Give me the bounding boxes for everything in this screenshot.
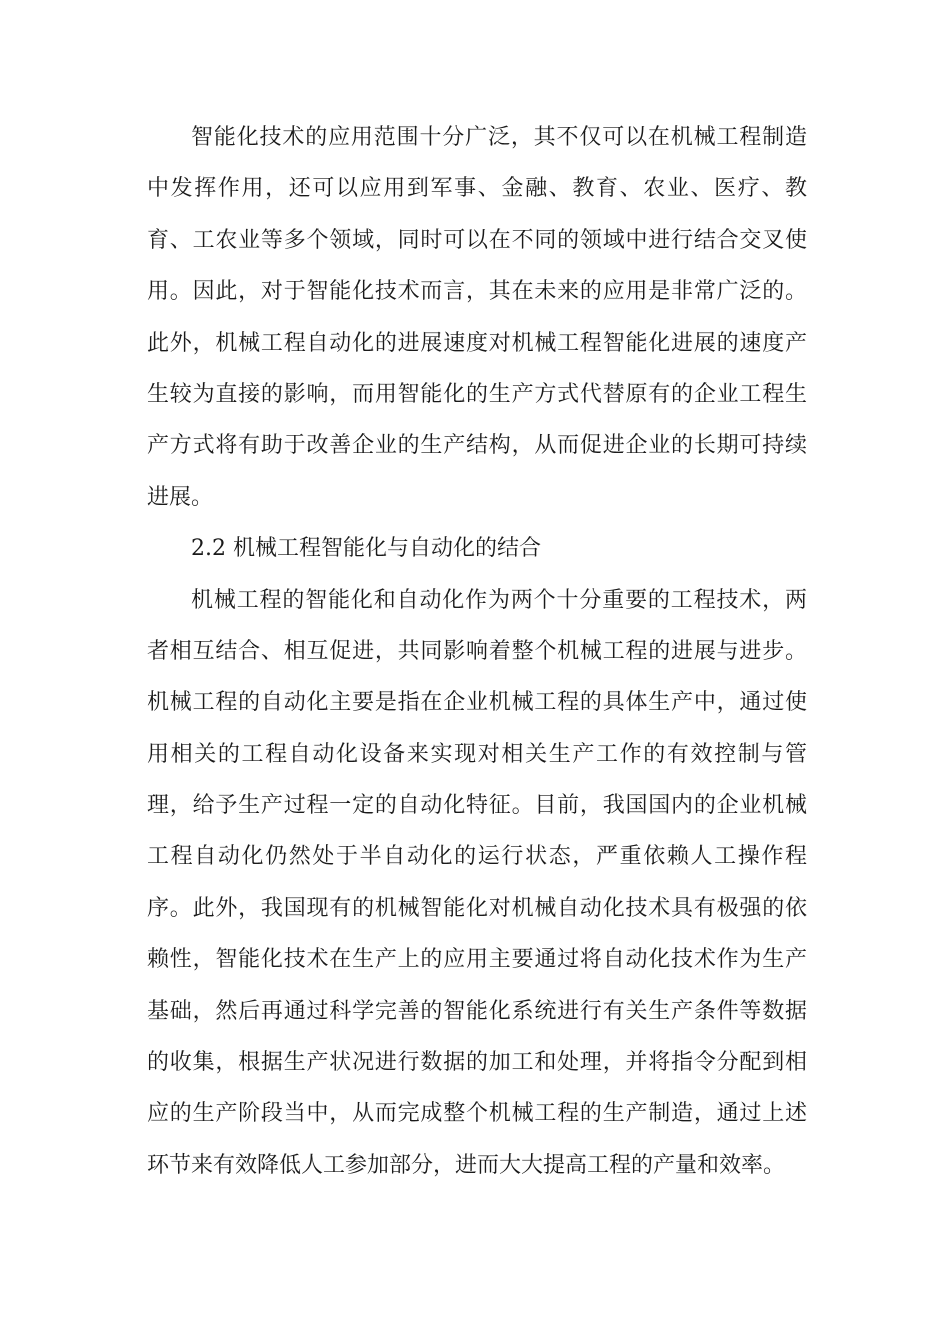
paragraph-1 — [147, 112, 807, 523]
section-heading — [147, 523, 807, 574]
section-heading-text: 2.2 机械工程智能化与自动化的结合 — [191, 536, 541, 562]
text-line: 工程自动化仍然处于半自动化的运行状态，严重依赖人工操作程 — [147, 844, 807, 870]
text-line: 应的生产阶段当中，从而完成整个机械工程的生产制造，通过上述 — [147, 1101, 807, 1127]
text-line: 序。此外，我国现有的机械智能化对机械自动化技术具有极强的依 — [147, 895, 807, 921]
text-line: 基础，然后再通过科学完善的智能化系统进行有关生产条件等数据 — [147, 998, 807, 1024]
text-line: 育、工农业等多个领域，同时可以在不同的领域中进行结合交叉使 — [147, 227, 807, 253]
text-line: 生较为直接的影响，而用智能化的生产方式代替原有的企业工程生 — [147, 381, 807, 407]
text-line: 用。因此，对于智能化技术而言，其在未来的应用是非常广泛的。 — [147, 279, 807, 305]
text-line: 理，给予生产过程一定的自动化特征。目前，我国国内的企业机械 — [147, 793, 807, 819]
text-line: 机械工程的自动化主要是指在企业机械工程的具体生产中，通过使 — [147, 690, 807, 716]
text-line: 产方式将有助于改善企业的生产结构，从而促进企业的长期可持续 — [147, 433, 807, 459]
text-line: 环节来有效降低人工参加部分，进而大大提高工程的产量和效率。 — [147, 1152, 786, 1178]
text-line: 赖性，智能化技术在生产上的应用主要通过将自动化技术作为生产 — [147, 947, 807, 973]
text-line: 者相互结合、相互促进，共同影响着整个机械工程的进展与进步。 — [147, 638, 807, 664]
text-line: 智能化技术的应用范围十分广泛，其不仅可以在机械工程制造 — [191, 125, 807, 150]
paragraph-2 — [147, 575, 807, 1192]
text-line: 进展。 — [147, 484, 214, 510]
text-line: 的收集，根据生产状况进行数据的加工和处理，并将指令分配到相 — [147, 1050, 807, 1076]
text-line: 机械工程的智能化和自动化作为两个十分重要的工程技术，两 — [191, 587, 807, 613]
text-line: 中发挥作用，还可以应用到军事、金融、教育、农业、医疗、教 — [147, 176, 807, 202]
text-line: 用相关的工程自动化设备来实现对相关生产工作的有效控制与管 — [147, 741, 807, 767]
text-line: 此外，机械工程自动化的进展速度对机械工程智能化进展的速度产 — [147, 330, 807, 356]
document-body — [147, 112, 807, 1191]
